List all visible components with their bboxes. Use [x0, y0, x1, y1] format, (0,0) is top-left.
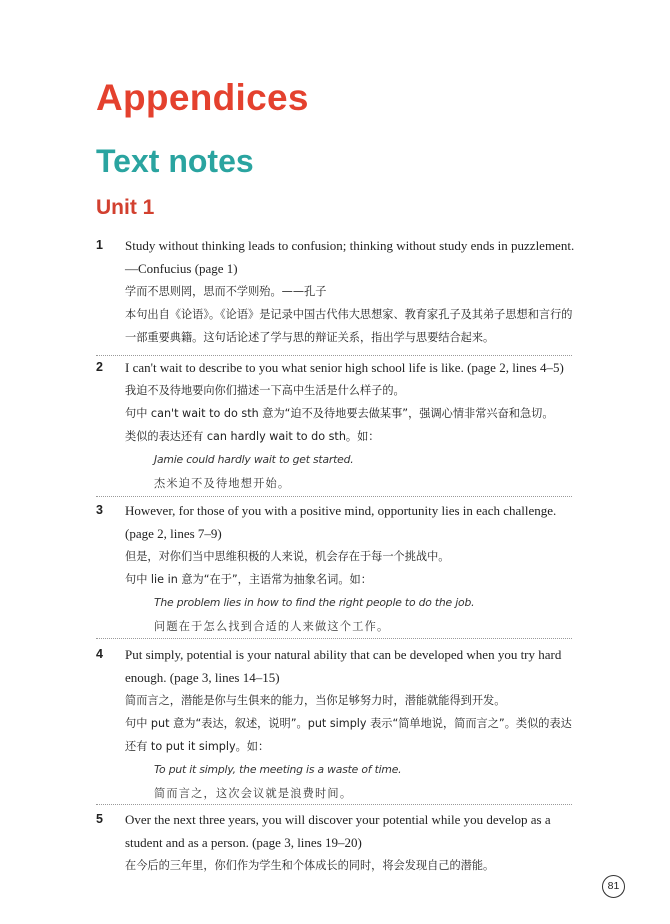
unit-heading: Unit 1 — [96, 196, 155, 219]
note-english: Put simply, potential is your natural ability that can be developed when you try hard enough. (page 3, lines 14–15) — [125, 647, 562, 685]
note-translation: 简而言之，潜能是你与生俱来的能力，当你足够努力时，潜能就能得到开发。 — [125, 694, 506, 707]
note-translation: 我迫不及待地要向你们描述一下高中生活是什么样子的。 — [125, 384, 405, 397]
note-divider — [96, 804, 572, 805]
example-translation: 问题在于怎么找到合适的人来做这个工作。 — [154, 620, 390, 633]
page-number: 81 — [602, 875, 625, 898]
example-sentence: The problem lies in how to find the right people to do the job. — [154, 596, 475, 609]
note-english: I can't wait to describe to you what senior high school life is like. (page 2, lines 4–5) — [125, 360, 564, 375]
note-explanation: 句中 can't wait to do sth 意为“迫不及待地要去做某事”，强调心情非常兴奋和急切。 — [125, 407, 554, 420]
note-number: 1 — [96, 238, 103, 252]
note-number: 4 — [96, 647, 103, 661]
note-divider — [96, 496, 572, 497]
note-number: 3 — [96, 503, 103, 517]
note-number: 2 — [96, 360, 103, 374]
text-notes-heading: Text notes — [96, 143, 254, 179]
example-sentence: Jamie could hardly wait to get started. — [154, 453, 354, 466]
note-number: 5 — [96, 812, 103, 826]
note-explanation: 句中 put 意为“表达，叙述，说明”。put simply 表示“简单地说，简而言之”。类似的表达还有 to put it simply。如： — [125, 717, 572, 753]
note-english: However, for those of you with a positive mind, opportunity lies in each challenge. (page 2, lines 7–9) — [125, 503, 557, 541]
note-english: Over the next three years, you will discover your potential while you develop as a student and as a person. (page 3, lines 19–20) — [125, 812, 551, 850]
example-sentence: To put it simply, the meeting is a waste of time. — [154, 763, 402, 776]
example-translation: 简而言之，这次会议就是浪费时间。 — [154, 787, 353, 800]
note-divider — [96, 638, 572, 639]
example-translation: 杰米迫不及待地想开始。 — [154, 477, 291, 490]
note-english: Study without thinking leads to confusion; thinking without study ends in puzzlement. —Confucius (page 1) — [125, 238, 575, 276]
note-translation: 学而不思则罔，思而不学则殆。——孔子 — [125, 285, 327, 298]
note-explanation: 句中 lie in 意为“在于”，主语常为抽象名词。如： — [125, 573, 372, 586]
note-explanation: 类似的表达还有 can hardly wait to do sth。如： — [125, 430, 380, 443]
note-explanation: 本句出自《论语》。《论语》是记录中国古代伟大思想家、教育家孔子及其弟子思想和言行的一部重要典籍。这句话论述了学与思的辩证关系，指出学与思要结合起来。 — [125, 308, 573, 344]
note-translation: 但是，对你们当中思维积极的人来说，机会存在于每一个挑战中。 — [125, 550, 450, 563]
note-translation: 在今后的三年里，你们作为学生和个体成长的同时，将会发现自己的潜能。 — [125, 859, 495, 872]
appendices-title: Appendices — [96, 77, 309, 118]
